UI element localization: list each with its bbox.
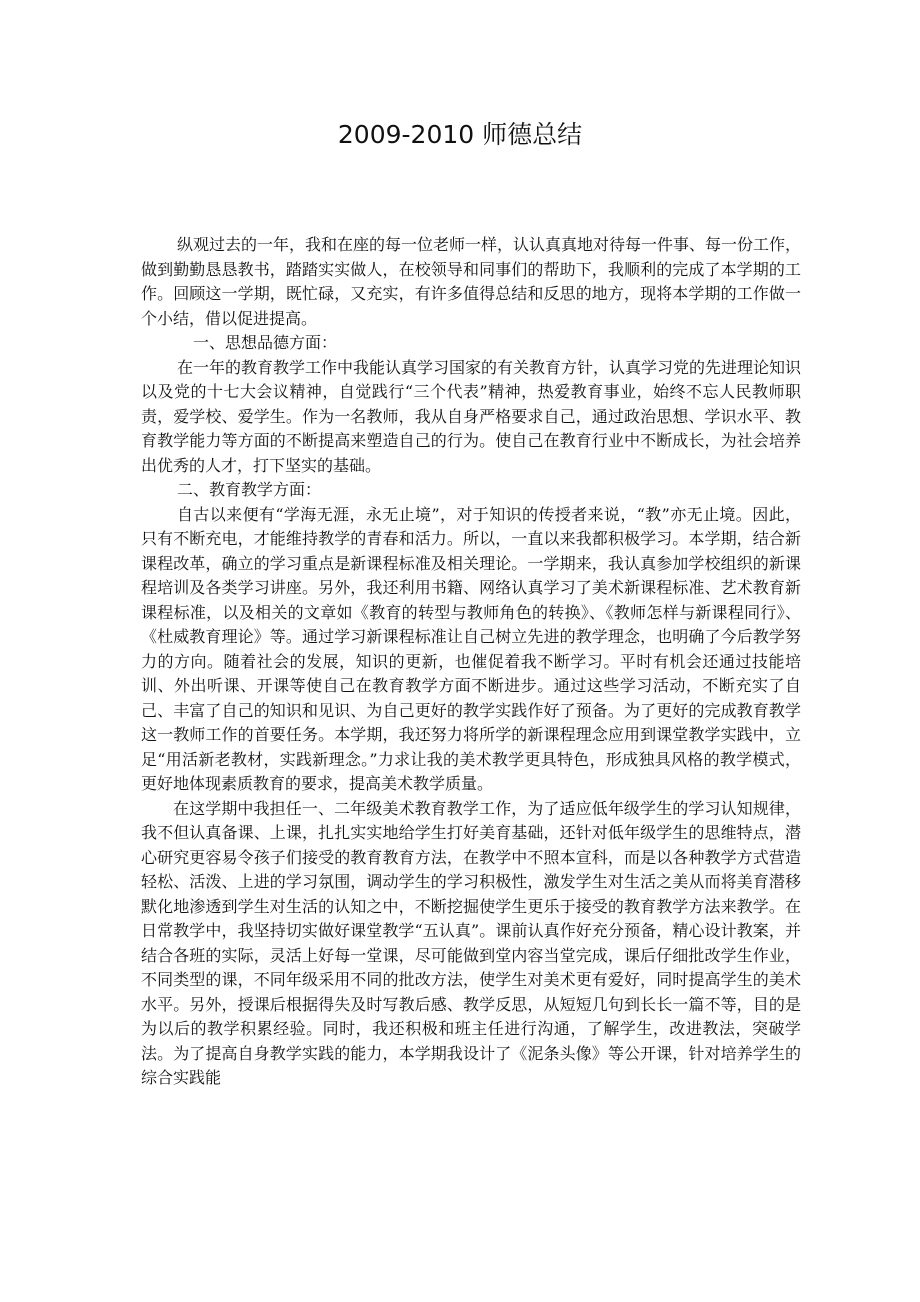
document-title: 2009-2010 师德总结	[337, 120, 583, 149]
teaching-paragraph-1: 自古以来便有“学海无涯，永无止境”，对于知识的传授者来说，“教”亦无止境。因此，只有不断充电，才能维持教学的青春和活力。所以，一直以来我都积极学习。本学期，结合新课程改革，确立的学习重点是新课程标准及相关理论。一学期来，我认真参加学校组织的新课程培训及各类学习讲座。另外，我还利用书籍、网络认真学习了美术新课程标准、艺术教育新课程标准，以及相关的文章如《教育的转型与教师角色的转换》、《教师怎样与新课程同行》、《杜威教育理论》等。通过学习新课程标准让自己树立先进的教学理念，也明确了今后教学努力的方向。随着社会的发展，知识的更新，也催促着我不断学习。平时有机会还通过技能培训、外出听课、开课等使自己在教育教学方面不断进步。通过这些学习活动，不断充实了自己、丰富了自己的知识和见识、为自己更好的教学实践作好了预备。为了更好的完成教育教学这一教师工作的首要任务。本学期，我还努力将所学的新课程理念应用到课堂教学实践中，立足“用活新老教材，实践新理念。”力求让我的美术教学更具特色，形成独具风格的教学模式，更好地体现素质教育的要求，提高美术教学质量。	[141, 504, 801, 793]
ethics-paragraph: 在一年的教育教学工作中我能认真学习国家的有关教育方针，认真学习党的先进理论知识以及党的十七大会议精神，自觉践行“三个代表”精神，热爱教育事业，始终不忘人民教师职责，爱学校、爱学生。作为一名教师，我从自身严格要求自己，通过政治思想、学识水平、教育教学能力等方面的不断提高来塑造自己的行为。使自己在教育行业中不断成长，为社会培养出优秀的人才，打下坚实的基础。	[141, 357, 802, 475]
teaching-paragraph-2: 在这学期中我担任一、二年级美术教育教学工作，为了适应低年级学生的学习认知规律，我不但认真备课、上课，扎扎实实地给学生打好美育基础，还针对低年级学生的思维特点，潜心研究更容易令孩子们接受的教育教育方法，在教学中不照本宣科，而是以各种教学方式营造轻松、活泼、上进的学习氛围，调动学生的学习积极性，激发学生对生活之美从而将美育潜移默化地渗透到学生对生活的认知之中，不断挖掘使学生更乐于接受的教育教学方法来教学。在日常教学中，我坚持切实做好课堂教学“五认真”。课前认真作好充分预备，精心设计教案，并结合各班的实际，灵活上好每一堂课，尽可能做到堂内容当堂完成，课后仔细批改学生作业，不同类型的课，不同年级采用不同的批改方法，使学生对美术更有爱好，同时提高学生的美术水平。另外，授课后根据得失及时写教后感、教学反思，从短短几句到长长一篇不等，目的是为以后的教学积累经验。同时，我还积极和班主任进行沟通，了解学生，改进教法，突破学法。为了提高自身教学实践的能力，本学期我设计了《泥条头像》等公开课，针对培养学生的综合实践能	[141, 798, 801, 1087]
intro-paragraph: 纵观过去的一年，我和在座的每一位老师一样，认认真真地对待每一件事、每一份工作，做到勤勤恳恳教书，踏踏实实做人，在校领导和同事们的帮助下，我顺利的完成了本学期的工作。回顾这一学期，既忙碌，又充实，有许多值得总结和反思的地方，现将本学期的工作做一个小结，借以促进提高。	[141, 235, 802, 328]
section-heading-teaching: 二、教育教学方面：	[177, 480, 322, 499]
section-heading-ethics: 一、思想品德方面：	[193, 333, 338, 352]
document-body	[141, 233, 801, 1091]
